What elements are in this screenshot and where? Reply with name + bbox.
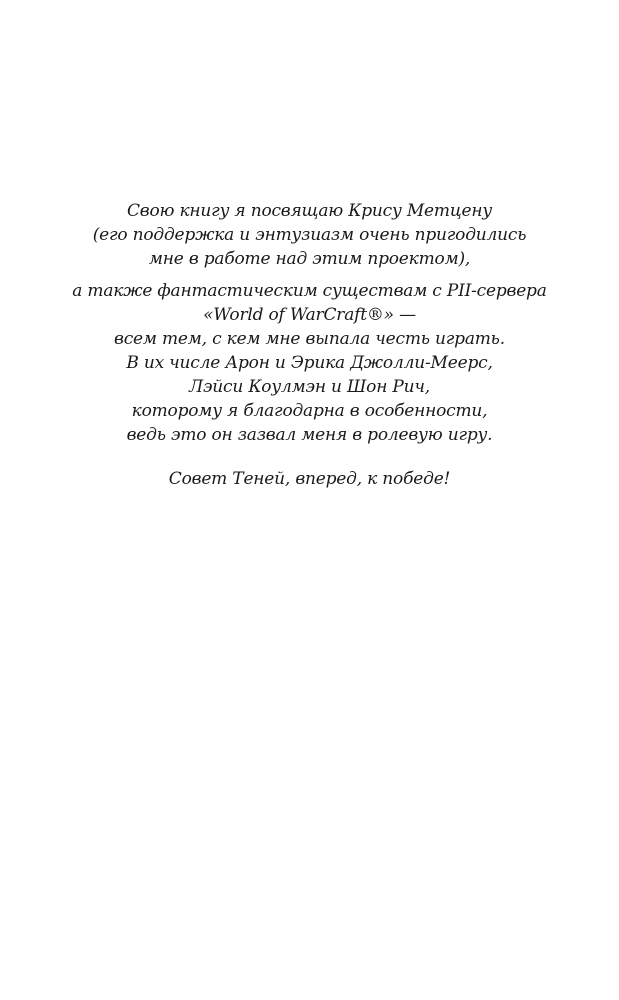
paragraph-gap [0, 447, 619, 467]
dedication-text [0, 199, 619, 491]
paragraph-gap [0, 271, 619, 279]
dedication-line: «World of WarCraft®» — [203, 305, 416, 325]
dedication-line: Лэйси Коулмэн и Шон Рич, [189, 377, 430, 397]
dedication-line: которому я благодарна в особенности, [131, 401, 488, 421]
dedication-line: ведь это он зазвал меня в ролевую игру. [126, 425, 493, 445]
dedication-line: мне в работе над этим проектом), [148, 249, 471, 269]
dedication-line: а также фантастическим существам с PII-сервера [72, 281, 547, 301]
dedication-line: (его поддержка и энтузиазм очень пригодились [92, 225, 527, 245]
closing-line: Совет Теней, вперед, к победе! [168, 469, 451, 489]
dedication-line: Свою книгу я посвящаю Крису Метцену [126, 201, 493, 221]
dedication-line: всем тем, с кем мне выпала честь играть. [114, 329, 505, 349]
dedication-line: В их числе Арон и Эрика Джолли-Меерс, [126, 353, 493, 373]
